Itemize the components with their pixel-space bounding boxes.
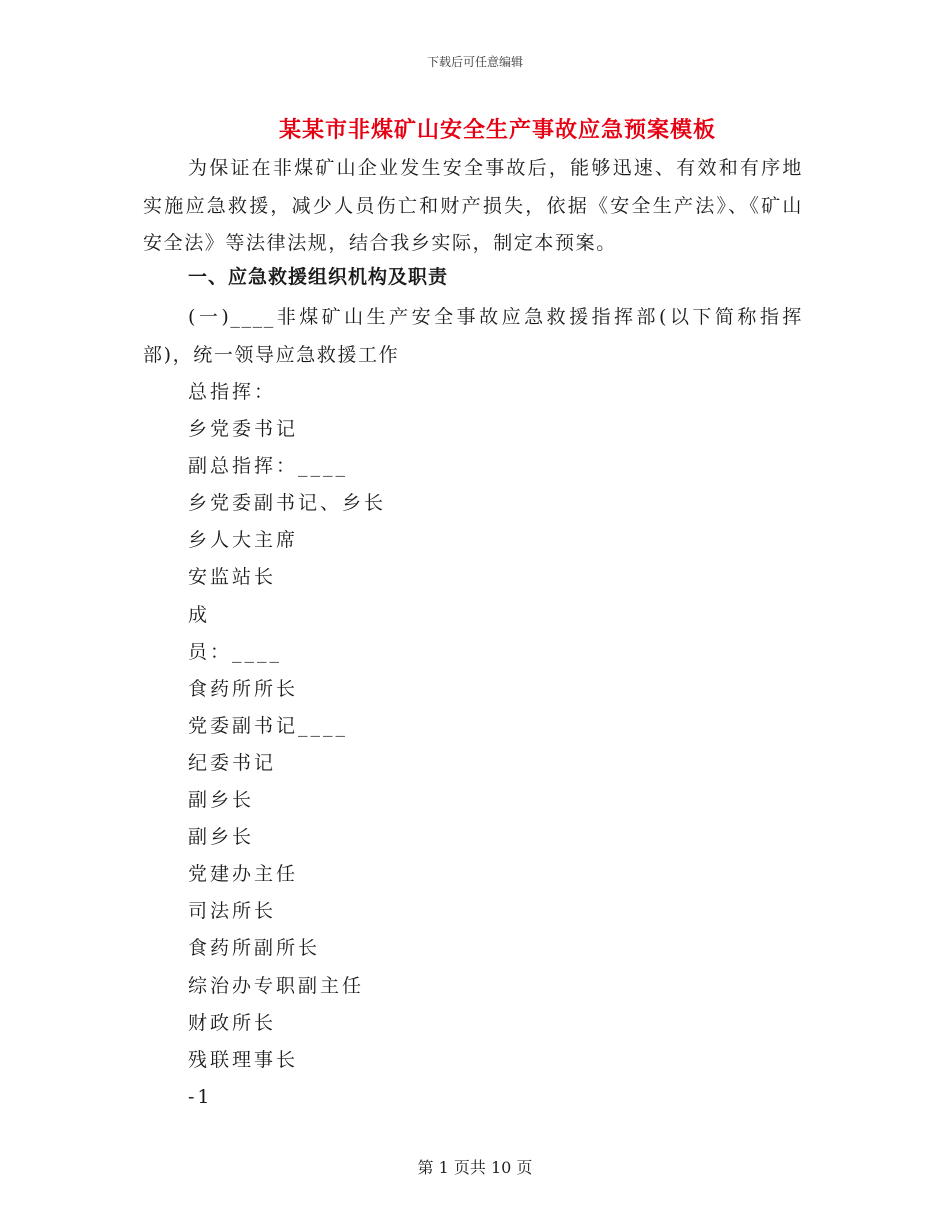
- list-item: 党委副书记____: [188, 714, 349, 737]
- list-item: 乡党委书记: [188, 418, 299, 441]
- list-item: 成: [188, 603, 211, 626]
- list-item: 党建办主任: [188, 863, 299, 886]
- list-item: 员：____: [188, 640, 283, 663]
- page-number-footer: 第 1 页共 10 页: [417, 1158, 533, 1177]
- list-item: 总指挥：: [188, 381, 277, 403]
- subsection-paragraph: (一)____非煤矿山生产安全事故应急救援指挥部(以下简称指挥部)，统一领导应急救援工作: [143, 306, 803, 366]
- document-title: 某某市非煤矿山安全生产事故应急预案模板: [278, 117, 716, 143]
- intro-paragraph: 为保证在非煤矿山企业发生安全事故后，能够迅速、有效和有序地实施应急救援，减少人员伤亡和财产损失，依据《安全生产法》、《矿山安全法》等法律法规，结合我乡实际，制定本预案。: [143, 157, 803, 254]
- list-item: 纪委书记: [188, 751, 277, 774]
- list-item: 副乡长: [188, 826, 255, 849]
- list-item: -1: [188, 1085, 213, 1108]
- list-item: 司法所长: [188, 900, 277, 923]
- list-item: 食药所副所长: [188, 937, 321, 960]
- list-item: 残联理事长: [188, 1048, 299, 1071]
- list-item: 财政所长: [188, 1011, 277, 1034]
- list-item: 副总指挥：____: [188, 455, 349, 478]
- list-item: 食药所所长: [188, 677, 299, 700]
- personnel-list: [188, 374, 386, 1116]
- list-item: 安监站长: [188, 566, 277, 589]
- list-item: 乡党委副书记、乡长: [188, 492, 387, 515]
- page-header-note: 下载后可任意编辑: [426, 55, 523, 69]
- list-item: 综治办专职副主任: [188, 974, 365, 997]
- section-heading: 一、应急救援组织机构及职责: [188, 266, 449, 288]
- list-item: 乡人大主席: [188, 529, 299, 552]
- list-item: 副乡长: [188, 789, 255, 812]
